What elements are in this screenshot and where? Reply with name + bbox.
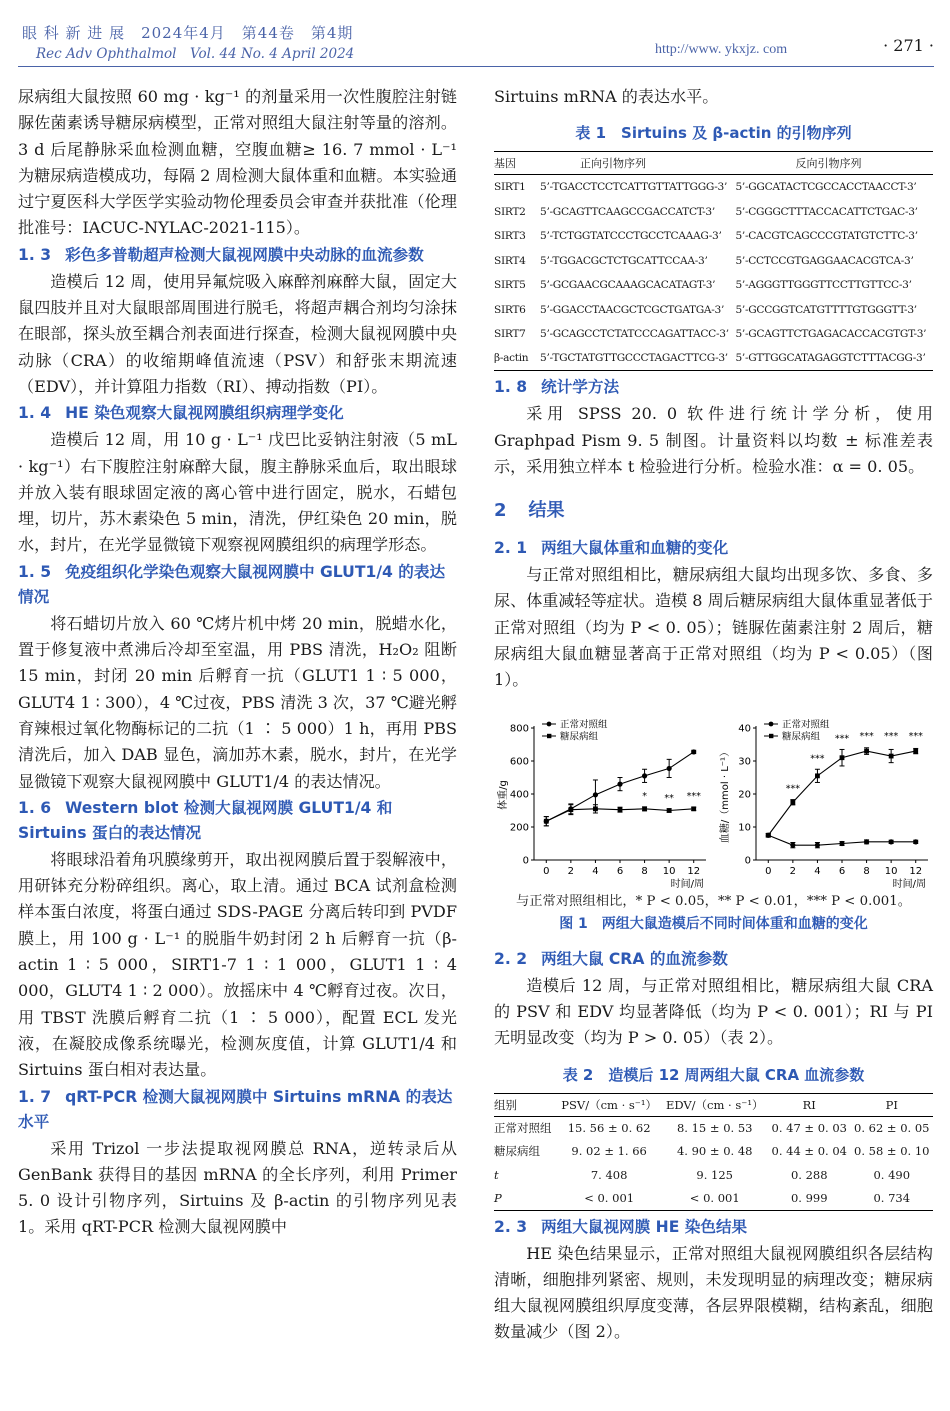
body-weight-chart (494, 718, 714, 888)
table-cell: < 0. 001 (584, 1191, 635, 1206)
significance-label: * (642, 790, 647, 802)
table-cell: 5’-GTTGGCATAGAGGTCTTTACGG-3’ (735, 352, 926, 365)
data-point (691, 749, 696, 754)
x-tick-label: 2 (789, 865, 797, 877)
section-number: 1. 5 (18, 562, 52, 581)
figure-note: 与正常对照组相比，* P < 0.05，** P < 0.01，*** P < 0.001。 (515, 893, 912, 909)
cra-table (494, 1093, 933, 1211)
table-header-cell: PSV/（cm · s⁻¹） (557, 1093, 662, 1116)
paragraph: 造模后 12 周，与正常对照组相比，糖尿病组大鼠 CRA 的 PSV 和 EDV 均显著降低（均为 P < 0. 001）；RI 与 PI 无明显改变（均为 P > 0. 05）（表 2）。 (494, 975, 933, 1048)
section-number: 1. 7 (18, 1087, 52, 1106)
data-point (815, 842, 820, 847)
table-row (494, 297, 933, 322)
legend-marker (547, 721, 552, 726)
x-tick-label: 4 (592, 865, 599, 877)
x-axis-label: 时间/周 (892, 878, 926, 888)
table-cell: t (494, 1167, 499, 1182)
section-heading-2-1 (494, 536, 933, 561)
significance-label: *** (859, 730, 874, 742)
table2-caption: 表 2 造模后 12 周两组大鼠 CRA 血流参数 (562, 1065, 865, 1084)
data-point (544, 818, 549, 823)
significance-label: *** (810, 752, 825, 764)
paragraph: Sirtuins mRNA 的表达水平。 (494, 87, 719, 106)
blood-glucose-chart (716, 718, 936, 888)
table-cell: 0. 490 (873, 1167, 911, 1182)
table-cell: 0. 734 (873, 1191, 911, 1206)
paragraph: 造模后 12 周，用 10 g · L⁻¹ 戊巴比妥钠注射液（5 mL · kg⁻¹）右下腹腔注射麻醉大鼠，腹主静脉采血后，取出眼球并放入装有眼球固定液的离心管中进行固定，脱水，石蜡包埋，切片，苏木素染色 5 min，清洗，伊红染色 20 min，脱水，封片，在光学显微镜下观察视网膜组织的病理学形态。 (18, 430, 457, 555)
legend-label: 正常对照组 (560, 719, 608, 731)
section-heading-1-3 (18, 243, 457, 268)
section-heading-1-5 (18, 560, 457, 610)
table-header-cell: PI (850, 1093, 933, 1116)
data-point (593, 806, 598, 811)
table-cell: 0. 999 (790, 1191, 828, 1206)
paragraph: 造模后 12 周，使用异氟烷吸入麻醉剂麻醉大鼠，固定大鼠四肢并且对大鼠眼部周围进行脱毛，将超声耦合剂均匀涂抹在眼部，探头放至耦合剂表面进行探查，检测大鼠视网膜中央动脉（CRA）的收缩期峰值流速（PSV）和舒张末期流速（EDV），并计算阻力指数（RI）、搏动指数（PI）。 (18, 271, 457, 396)
section-number: 2 (494, 500, 507, 522)
significance-label: *** (686, 790, 701, 802)
left-column (18, 84, 457, 1241)
table-cell: P (494, 1191, 502, 1206)
right-column (494, 84, 933, 1346)
data-point (593, 792, 598, 797)
paragraph: 与正常对照组相比，糖尿病组大鼠均出现多饮、多食、多尿、体重减轻等症状。造模 8 周后糖尿病组大鼠体重显著低于正常对照组（均为 P < 0. 05）；链脲佐菌素注射 2 周后，糖尿病组大鼠血糖显著高于正常对照组（均为 P < 0.05）（图 1）。 (494, 565, 933, 690)
table-cell: < 0. 001 (689, 1191, 740, 1206)
y-tick-label: 600 (509, 756, 529, 768)
data-point (790, 842, 795, 847)
y-tick-label: 40 (738, 723, 751, 735)
section-number: 1. 4 (18, 404, 52, 423)
journal-title-en: Rec Adv Ophthalmol Vol. 44 No. 4 April 2024 (36, 46, 355, 62)
table-cell: SIRT2 (494, 205, 526, 218)
table-cell: 5’-AGGGTTGGGTTCCTTGTTCC-3’ (735, 279, 912, 292)
x-tick-label: 4 (814, 865, 821, 877)
table-cell: 0. 44 ± 0. 04 (771, 1144, 847, 1159)
table-cell: 5’-GCAGCCTCTATCCCAGATTACC-3’ (540, 328, 729, 341)
table-header-cell: RI (768, 1093, 850, 1116)
y-tick-label: 10 (738, 822, 751, 834)
data-point (667, 808, 672, 813)
y-tick-label: 30 (738, 756, 751, 768)
section-heading-2-2 (494, 947, 933, 972)
table-cell: 5’-TGACCTCCTCATTGTTATTGGG-3’ (540, 181, 728, 194)
paragraph: 采用 Trizol 一步法提取视网膜总 RNA，逆转录后从 GenBank 获得目的基因 mRNA 的全长序列，利用 Primer 5. 0 设计引物序列，Sirtuins 及 β-actin 的引物序列见表 1。采用 qRT-PCR 检测大鼠视网膜中 (18, 1138, 457, 1237)
legend-label: 糖尿病组 (560, 731, 599, 743)
section-title: 两组大鼠视网膜 HE 染色结果 (541, 1217, 748, 1236)
x-tick-label: 2 (567, 865, 575, 877)
table-cell: β-actin (494, 352, 529, 365)
x-tick-label: 6 (616, 865, 624, 877)
significance-label: *** (908, 730, 923, 742)
data-point (889, 753, 894, 758)
x-tick-label: 0 (543, 865, 550, 877)
table-header-row (494, 1093, 933, 1116)
section-title: Western blot 检测大鼠视网膜 GLUT1/4 和 Sirtuins 蛋白的表达情况 (18, 798, 393, 842)
data-point (913, 839, 918, 844)
table-cell: 0. 47 ± 0. 03 (771, 1121, 847, 1136)
section-title: 两组大鼠体重和血糖的变化 (541, 539, 729, 558)
table-cell: SIRT4 (494, 254, 526, 267)
paragraph: 将眼球沿着角巩膜缘剪开，取出视网膜后置于裂解液中，用研钵充分粉碎组织。离心，取上清。通过 BCA 试剂盒检测样本蛋白浓度，将蛋白通过 SDS-PAGE 分离后转印到 PVDF 膜上，用 100 g · L⁻¹ 的脱脂牛奶封闭 2 h 后孵育一抗（β-actin 1 ∶ 5 000，SIRT1-7 1 ∶ 1 000，GLUT1 1 ∶ 4 000，GLUT4 1 ∶ 2 000）。放摇床中 4 ℃孵育过夜。次日，用 TBST 洗膜后孵育二抗（1 ∶ 5 000），配置 ECL 发光液，在凝胶成像系统曝光，检测灰度值，计算 GLUT1/4 和 Sirtuins 蛋白相对表达量。 (18, 849, 457, 1080)
paragraph: HE 染色结果显示，正常对照组大鼠视网膜组织各层结构清晰，细胞排列紧密、规则，未发现明显的病理改变；糖尿病组大鼠视网膜组织厚度变薄，各层界限模糊，结构紊乱，细胞数量减少（图 2）。 (494, 1243, 933, 1342)
table-row (494, 199, 933, 224)
table-cell: 15. 56 ± 0. 62 (567, 1121, 651, 1136)
table-cell: 5’-CACGTCAGCCCGTATGTCTTC-3’ (735, 230, 918, 243)
y-tick-label: 400 (509, 789, 529, 801)
table-row (494, 346, 933, 371)
paragraph: 将石蜡切片放入 60 ℃烤片机中烤 20 min，脱蜡水化，置于修复液中煮沸后冷却至室温，用 PBS 清洗，H₂O₂ 阻断 15 min，封闭 20 min 后孵育一抗（GLUT1 1 ∶ 5 000，GLUT4 1 ∶ 300），4 ℃过夜，PBS 清洗 3 次，37 ℃避光孵育辣根过氧化物酶标记的二抗（1 ∶ 5 000）1 h，再用 PBS 清洗后，加入 DAB 显色，滴加苏木素，脱水，封片，在光学显微镜下观察大鼠视网膜中 GLUT1/4 的表达情况。 (18, 613, 457, 791)
table-cell: 9. 02 ± 1. 66 (571, 1144, 647, 1159)
table-row (494, 1163, 933, 1187)
section-heading-1-6 (18, 796, 457, 846)
x-tick-label: 0 (765, 865, 772, 877)
table-cell: 7. 408 (590, 1167, 628, 1182)
section-title: 免疫组织化学染色观察大鼠视网膜中 GLUT1/4 的表达情况 (18, 562, 446, 606)
table-cell: 糖尿病组 (494, 1144, 540, 1159)
table-row (494, 1187, 933, 1211)
x-tick-label: 8 (863, 865, 870, 877)
table-header-cell: 基因 (494, 152, 540, 175)
table-row (494, 273, 933, 298)
section-number: 1. 8 (494, 378, 528, 397)
section-title: 统计学方法 (541, 378, 620, 397)
section-number: 2. 2 (494, 949, 528, 968)
data-point (667, 765, 672, 770)
table-cell: 5’-GGACCTAACGCTCGCTGATGA-3’ (540, 303, 725, 316)
data-point (815, 773, 820, 778)
significance-label: *** (884, 730, 899, 742)
table-cell: SIRT7 (494, 328, 526, 341)
significance-label: *** (834, 733, 850, 745)
section-heading-1-4 (18, 401, 457, 426)
table-cell: SIRT6 (494, 303, 526, 316)
x-tick-label: 6 (838, 865, 846, 877)
table-header-cell: 正向引物序列 (540, 152, 735, 175)
y-tick-label: 0 (744, 855, 751, 867)
section-number: 1. 6 (18, 798, 52, 817)
journal-url[interactable]: http://www. ykxjz. com (655, 42, 788, 57)
section-heading-2-3 (494, 1215, 933, 1240)
section-heading-2 (494, 496, 933, 522)
section-title: 两组大鼠 CRA 的血流参数 (541, 949, 728, 968)
table-cell: 5’-CCTCCGTGAGGAACACGTCA-3’ (735, 254, 914, 267)
table-cell: 5’-GGCATACTCGCCACCTAACCT-3’ (735, 181, 917, 194)
section-heading-1-8 (494, 375, 933, 400)
x-tick-label: 12 (687, 865, 701, 877)
table-cell: SIRT3 (494, 230, 526, 243)
table-cell: 5’-CGGGCTTTACCACATTCTGAC-3’ (735, 205, 918, 218)
data-point (618, 807, 623, 812)
data-point (568, 807, 573, 812)
table-header-cell: 组别 (494, 1093, 557, 1116)
section-title: HE 染色观察大鼠视网膜组织病理学变化 (65, 404, 344, 423)
section-number: 1. 3 (18, 245, 52, 264)
x-axis-label: 时间/周 (670, 878, 704, 888)
page-number: · 271 · (883, 36, 934, 55)
legend-label: 糖尿病组 (782, 731, 821, 743)
y-axis-label: 血糖/（mmol · L⁻¹） (720, 746, 731, 843)
data-point (790, 800, 795, 805)
y-tick-label: 800 (509, 723, 529, 735)
section-number: 2. 3 (494, 1217, 528, 1236)
data-point (839, 841, 844, 846)
data-point (691, 806, 696, 811)
data-point (642, 773, 647, 778)
data-point (864, 839, 869, 844)
table-cell: 5’-GCCGGTCATGTTTTGTGGGTT-3’ (735, 303, 917, 316)
table-cell: 4. 90 ± 0. 48 (676, 1144, 753, 1159)
x-tick-label: 8 (641, 865, 648, 877)
paragraph: 采用 SPSS 20. 0 软件进行统计学分析，使用 Graphpad Pism 9. 5 制图。计量资料以均数 ± 标准差表示，采用独立样本 t 检验进行分析。检验水准：α = 0. 05。 (494, 404, 933, 476)
table-cell: 0. 58 ± 0. 10 (854, 1144, 930, 1159)
legend-marker (769, 733, 773, 737)
header-rule (18, 66, 934, 67)
table-cell: 9. 125 (696, 1167, 733, 1182)
journal-title-cn: 眼 科 新 进 展 2024年4月 第44卷 第4期 (22, 24, 354, 42)
section-title: 彩色多普勒超声检测大鼠视网膜中央动脉的血流参数 (65, 245, 424, 264)
figure-caption: 图 1 两组大鼠造模后不同时间体重和血糖的变化 (559, 915, 868, 932)
data-point (766, 833, 771, 838)
table-cell: 5’-GCGAACGCAAAGCACATAGT-3’ (540, 279, 716, 292)
primer-table (494, 151, 933, 371)
table-cell: SIRT1 (494, 181, 526, 194)
x-tick-label: 10 (884, 865, 898, 877)
x-tick-label: 10 (662, 865, 676, 877)
table-row (494, 175, 933, 200)
section-number: 2. 1 (494, 539, 528, 558)
table-cell: 5’-GCAGTTCTGAGACACCACGTGT-3’ (735, 328, 927, 341)
table-cell: 5’-GCAGTTCAAGCCGACCATCT-3’ (540, 205, 715, 218)
table-cell: SIRT5 (494, 279, 526, 292)
data-point (889, 839, 894, 844)
table-header-cell: EDV/（cm · s⁻¹） (661, 1093, 768, 1116)
table-cell: 5’-TGGACGCTCTGCATTCCAA-3’ (540, 254, 708, 267)
table-header-row (494, 152, 933, 175)
page-header (18, 22, 934, 66)
y-tick-label: 0 (522, 855, 529, 867)
data-point (617, 781, 622, 786)
paragraph: 尿病组大鼠按照 60 mg · kg⁻¹ 的剂量采用一次性腹腔注射链脲佐菌素诱导糖尿病模型，正常对照组大鼠注射等量的溶剂。3 d 后尾静脉采血检测血糖，空腹血糖≥ 16. 7 mmol · L⁻¹ 为糖尿病造模成功，每隔 2 周检测大鼠体重和血糖。本实验通过宁夏医科大学医学实验动物伦理委员会审查并获批准（伦理批准号：IACUC-NYLAC-2021-115）。 (18, 87, 457, 238)
figure-1 (494, 718, 933, 888)
table-cell: 8. 15 ± 0. 53 (676, 1121, 753, 1136)
table-cell: 0. 62 ± 0. 05 (854, 1121, 930, 1136)
y-tick-label: 200 (509, 822, 529, 834)
legend-marker (769, 721, 774, 726)
table-row (494, 322, 933, 347)
table-row (494, 248, 933, 273)
table-row (494, 1116, 933, 1140)
table-cell: 5’-TCTGGTATCCCTGCCTCAAAG-3’ (540, 230, 722, 243)
section-title: qRT-PCR 检测大鼠视网膜中 Sirtuins mRNA 的表达水平 (18, 1087, 453, 1131)
significance-label: *** (785, 783, 800, 795)
table1-caption: 表 1 Sirtuins 及 β-actin 的引物序列 (575, 124, 852, 143)
table-cell: 正常对照组 (494, 1121, 552, 1136)
legend-label: 正常对照组 (782, 719, 830, 731)
legend-marker (547, 733, 551, 737)
data-point (864, 748, 869, 753)
section-title: 结果 (528, 500, 565, 522)
data-point (913, 748, 918, 753)
table-header-cell: 反向引物序列 (735, 152, 933, 175)
data-point (840, 755, 845, 760)
significance-label: ** (664, 792, 674, 804)
table-row (494, 1140, 933, 1164)
data-point (642, 806, 647, 811)
table-cell: 5’-TGCTATGTTGCCCTAGACTTCG-3’ (540, 352, 728, 365)
y-tick-label: 20 (738, 789, 751, 801)
section-heading-1-7 (18, 1085, 457, 1135)
x-tick-label: 12 (909, 865, 923, 877)
table-row (494, 224, 933, 249)
table-cell: 0. 288 (790, 1167, 828, 1182)
y-axis-label: 体重/g (498, 779, 509, 810)
